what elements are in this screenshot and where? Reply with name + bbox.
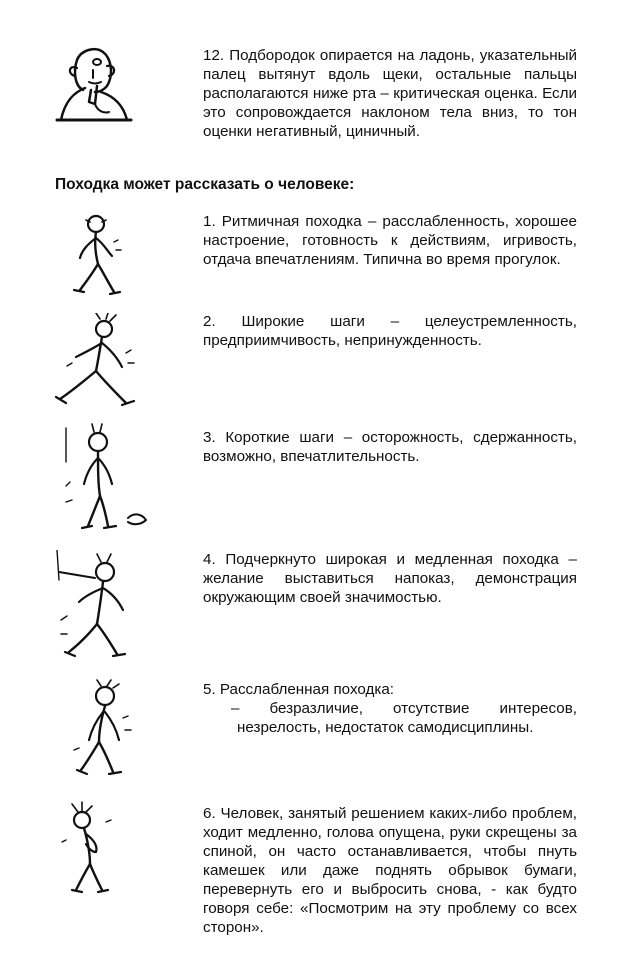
figure-chin-on-palm (55, 42, 133, 122)
figure-wide-slow-walk (55, 550, 135, 660)
item-3-paragraph: 3. Короткие шаги – осторожность, сдержанность, возможно, впечатлительность. (203, 429, 577, 465)
item-6-text (203, 804, 577, 937)
item-1-paragraph: 1. Ритмичная походка – расслабленность, хорошее настроение, готовность к действиям, игривость, отдача впечатлениям. Типична во время прогулок. (203, 213, 577, 268)
item-4-text (203, 550, 577, 607)
item-4-paragraph: 4. Подчеркнуто широкая и медленная походка – желание выставиться напоказ, демонстрация окружающим своей значимостью. (203, 551, 577, 606)
figure-rhythmic-walk (66, 212, 126, 297)
item-5-bullet (203, 699, 577, 718)
section-heading: Походка может рассказать о человеке: (55, 176, 355, 193)
item-5-title: 5. Расслабленная походка: (203, 681, 394, 698)
item-1-text (203, 212, 577, 269)
item-2-paragraph: 2. Широкие шаги – целеустремленность, предприимчивость, непринужденность. (203, 313, 577, 349)
item-5-bullet-text: – безразличие, отсутствие интересов, (231, 700, 577, 717)
item-12-paragraph: 12. Подбородок опирается на ладонь, указательный палец вытянут вдоль щеки, остальные пальцы располагаются ниже рта – критическая оценка. Если это сопровождается наклоном тела вниз, то тон оценки негативный, циничный. (203, 47, 577, 140)
item-6-paragraph: 6. Человек, занятый решением каких-либо проблем, ходит медленно, голова опущена, руки скрещены за спиной, он часто останавливается, чтобы пнуть камешек или даже поднять обрывок бумаги, перевернуть его и выбросить снова, - как будто говоря себе: «Посмотрим на эту проблему со всех сторон». (203, 805, 577, 936)
figure-relaxed-walk (65, 678, 140, 778)
item-5-text (203, 680, 577, 737)
figure-short-steps (58, 422, 154, 534)
item-2-text (203, 312, 577, 350)
figure-wide-steps (52, 313, 142, 408)
figure-thinking-walker (58, 800, 118, 895)
item-3-text (203, 428, 577, 466)
item-5-bullet-continuation: незрелость, недостаток самодисциплины. (237, 719, 534, 736)
item-12-text (203, 46, 577, 141)
